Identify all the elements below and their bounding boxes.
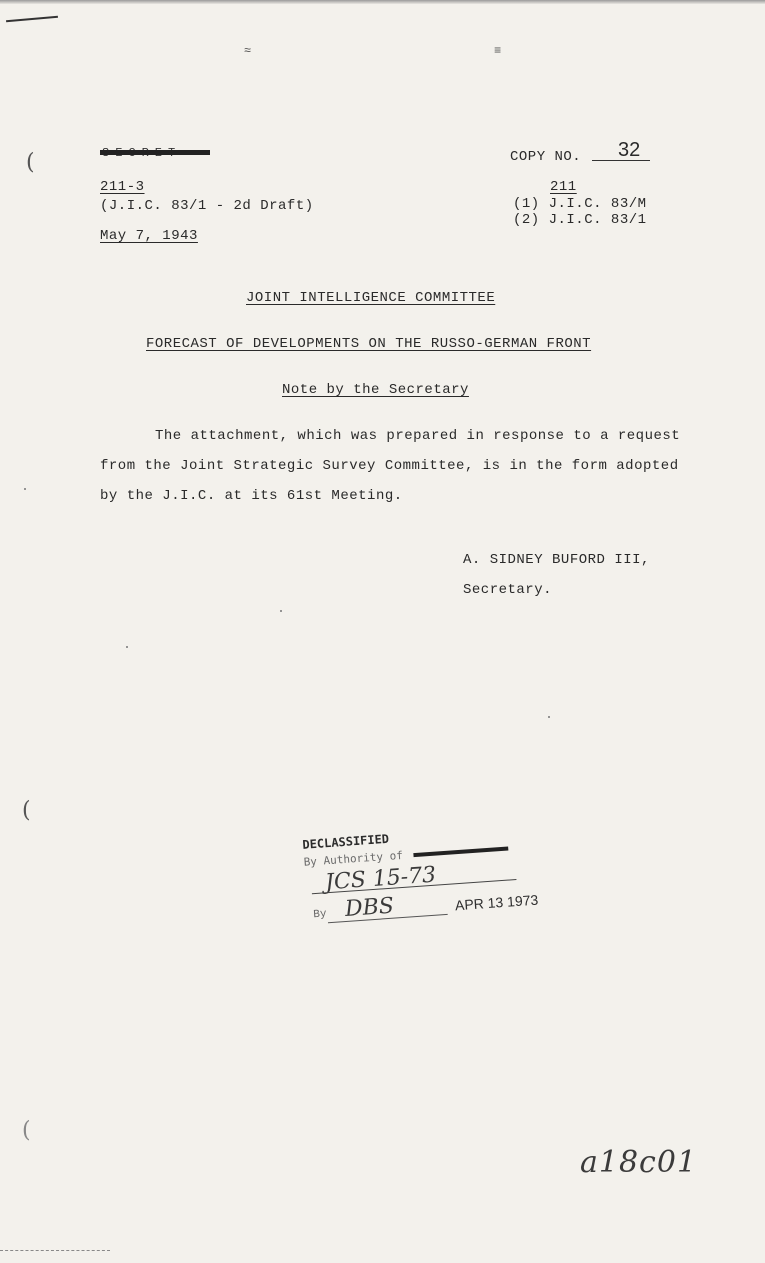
paragraph-line-3: by the J.I.C. at its 61st Meeting. bbox=[100, 488, 403, 504]
paragraph-line-2: from the Joint Strategic Survey Committee, is in the form adopted bbox=[100, 458, 679, 474]
scan-top-edge bbox=[0, 0, 765, 4]
copy-number-label: COPY NO. bbox=[510, 149, 582, 165]
reference-1: (1) J.I.C. 83/M bbox=[513, 196, 647, 212]
speck bbox=[280, 610, 282, 612]
punch-mark-left: ≈ bbox=[244, 44, 252, 58]
punch-mark-right: ≡ bbox=[494, 44, 502, 58]
subject-title: FORECAST OF DEVELOPMENTS ON THE RUSSO-GERMAN FRONT bbox=[146, 336, 592, 352]
draft-reference: (J.I.C. 83/1 - 2d Draft) bbox=[100, 198, 314, 214]
stamp-redaction-bar bbox=[413, 847, 508, 858]
signature-title: Secretary. bbox=[463, 582, 553, 598]
copy-number-value: 32 bbox=[618, 139, 641, 161]
stamp-authority-label: By Authority of bbox=[303, 848, 404, 869]
stamp-line-declassified: DECLASSIFIED bbox=[301, 831, 390, 852]
speck bbox=[126, 646, 128, 648]
reference-number: 211 bbox=[550, 179, 577, 195]
stamp-authority-handwritten: JCS 15-73 bbox=[324, 862, 437, 896]
signature-name: A. SIDNEY BUFORD III, bbox=[463, 552, 650, 568]
reference-2: (2) J.I.C. 83/1 bbox=[513, 212, 647, 228]
speck bbox=[24, 488, 26, 490]
stamp-by-handwritten: DBS bbox=[344, 893, 395, 922]
file-number: 211-3 bbox=[100, 179, 145, 195]
scan-bottom-edge bbox=[0, 1250, 110, 1254]
committee-title: JOINT INTELLIGENCE COMMITTEE bbox=[246, 290, 496, 306]
margin-mark-1: ( bbox=[26, 150, 35, 175]
margin-mark-3: ( bbox=[22, 1118, 31, 1143]
note-title: Note by the Secretary bbox=[282, 382, 469, 398]
margin-mark-2: ( bbox=[22, 798, 31, 823]
struck-classification bbox=[100, 146, 210, 158]
pen-mark bbox=[6, 16, 58, 23]
stamp-by-label: By bbox=[313, 908, 328, 922]
speck bbox=[548, 716, 550, 718]
paragraph-line-1: The attachment, which was prepared in response to a request bbox=[155, 428, 681, 444]
stamp-date: APR 13 1973 bbox=[454, 891, 539, 914]
handwritten-archive-id: a18c01 bbox=[580, 1145, 698, 1180]
declassified-stamp bbox=[300, 820, 567, 948]
document-date: May 7, 1943 bbox=[100, 228, 198, 244]
